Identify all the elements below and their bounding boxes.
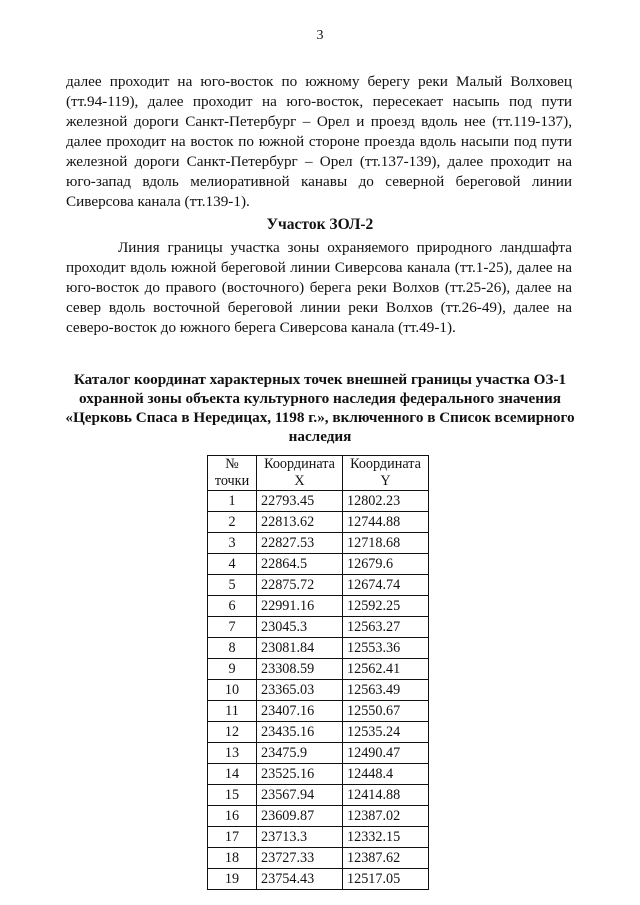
table-row [208,554,429,575]
point-number-cell: 10 [208,680,257,701]
coordinate-y-cell: 12553.36 [343,638,429,659]
coordinate-y-cell: 12563.49 [343,680,429,701]
table-row [208,722,429,743]
header-x-line2: X [294,473,305,489]
coordinate-y-cell: 12744.88 [343,512,429,533]
header-y-line1: Координата [350,456,421,472]
coordinate-x-cell: 22813.62 [257,512,343,533]
point-number-cell: 6 [208,596,257,617]
coordinate-x-cell: 23081.84 [257,638,343,659]
coordinates-table [207,455,429,890]
table-row [208,512,429,533]
coordinate-y-cell: 12592.25 [343,596,429,617]
point-number-cell: 14 [208,764,257,785]
table-row [208,533,429,554]
header-num-line2: точки [214,473,250,489]
table-row [208,743,429,764]
table-row [208,869,429,890]
coordinate-y-cell: 12550.67 [343,701,429,722]
point-number-cell: 12 [208,722,257,743]
coordinate-x-cell: 23525.16 [257,764,343,785]
catalog-title: Каталог координат характерных точек внешней границы участка ОЗ-1 охранной зоны объекта культурного наследия федерального значения «Церковь Спаса в Нередицах, 1198 г.», включенного в Список всемирного наследия [65,371,575,445]
table-row [208,701,429,722]
point-number-cell: 19 [208,869,257,890]
coordinate-x-cell: 23754.43 [257,869,343,890]
coordinate-y-cell: 12674.74 [343,575,429,596]
coordinate-x-cell: 22875.72 [257,575,343,596]
coordinate-x-cell: 22991.16 [257,596,343,617]
table-row [208,806,429,827]
coordinate-x-cell: 23045.3 [257,617,343,638]
header-coordinate-y [343,456,429,491]
point-number-cell: 11 [208,701,257,722]
section-heading: Участок ЗОЛ-2 [266,216,374,233]
coordinate-x-cell: 23475.9 [257,743,343,764]
point-number-cell: 18 [208,848,257,869]
table-row [208,827,429,848]
point-number-cell: 9 [208,659,257,680]
coordinate-x-cell: 22827.53 [257,533,343,554]
table-row [208,575,429,596]
table-body [208,491,429,890]
point-number-cell: 2 [208,512,257,533]
point-number-cell: 16 [208,806,257,827]
header-x-line1: Координата [264,456,335,472]
zol2-description-paragraph: Линия границы участка зоны охраняемого природного ландшафта проходит вдоль южной береговой линии Сиверсова канала (тт.1-25), далее на юго-восток до правого (восточного) берега реки Волхов (тт.25-26), далее на север вдоль восточной береговой линии реки Волхов (тт.26-49), далее на северо-восток до южного берега Сиверсова канала (тт.49-1). [66,239,572,336]
coordinate-y-cell: 12387.62 [343,848,429,869]
coordinate-x-cell: 23407.16 [257,701,343,722]
coordinate-x-cell: 23609.87 [257,806,343,827]
coordinate-x-cell: 23727.33 [257,848,343,869]
point-number-cell: 4 [208,554,257,575]
point-number-cell: 5 [208,575,257,596]
point-number-cell: 15 [208,785,257,806]
header-point-number [208,456,257,491]
point-number-cell: 7 [208,617,257,638]
coordinate-x-cell: 23713.3 [257,827,343,848]
coordinate-y-cell: 12387.02 [343,806,429,827]
coordinate-y-cell: 12535.24 [343,722,429,743]
table-row [208,638,429,659]
table-row [208,764,429,785]
boundary-description-paragraph: далее проходит на юго-восток по южному берегу реки Малый Волховец (тт.94-119), далее проходит на юго-восток, пересекает насыпь под пути железной дороги Санкт-Петербург – Орел и проезд вдоль нее (тт.119-137), далее проходит на восток по южной стороне проезда вдоль насыпи под пути железной дороги Санкт-Петербург – Орел (тт.137-139), далее проходит на юго-запад вдоль мелиоративной канавы до северной береговой линии Сиверсова канала (тт.139-1). [66,73,572,210]
coordinate-x-cell: 23365.03 [257,680,343,701]
point-number-cell: 3 [208,533,257,554]
coordinate-x-cell: 23567.94 [257,785,343,806]
table-row [208,659,429,680]
header-y-line2: Y [380,473,391,489]
coordinate-y-cell: 12679.6 [343,554,429,575]
coordinate-x-cell: 22864.5 [257,554,343,575]
point-number-cell: 8 [208,638,257,659]
coordinate-y-cell: 12448.4 [343,764,429,785]
point-number-cell: 17 [208,827,257,848]
coordinate-y-cell: 12490.47 [343,743,429,764]
table-row [208,617,429,638]
table-row [208,596,429,617]
table-header [208,456,429,491]
coordinate-y-cell: 12332.15 [343,827,429,848]
coordinate-y-cell: 12562.41 [343,659,429,680]
page-number: 3 [316,28,324,43]
coordinate-y-cell: 12718.68 [343,533,429,554]
table-row [208,491,429,512]
coordinate-x-cell: 23308.59 [257,659,343,680]
table-row [208,680,429,701]
point-number-cell: 1 [208,491,257,512]
coordinate-y-cell: 12517.05 [343,869,429,890]
coordinate-y-cell: 12414.88 [343,785,429,806]
coordinate-x-cell: 23435.16 [257,722,343,743]
header-coordinate-x [257,456,343,491]
table-row [208,848,429,869]
coordinate-y-cell: 12802.23 [343,491,429,512]
point-number-cell: 13 [208,743,257,764]
table-row [208,785,429,806]
header-num-line1: № [225,456,239,472]
coordinate-y-cell: 12563.27 [343,617,429,638]
coordinate-x-cell: 22793.45 [257,491,343,512]
